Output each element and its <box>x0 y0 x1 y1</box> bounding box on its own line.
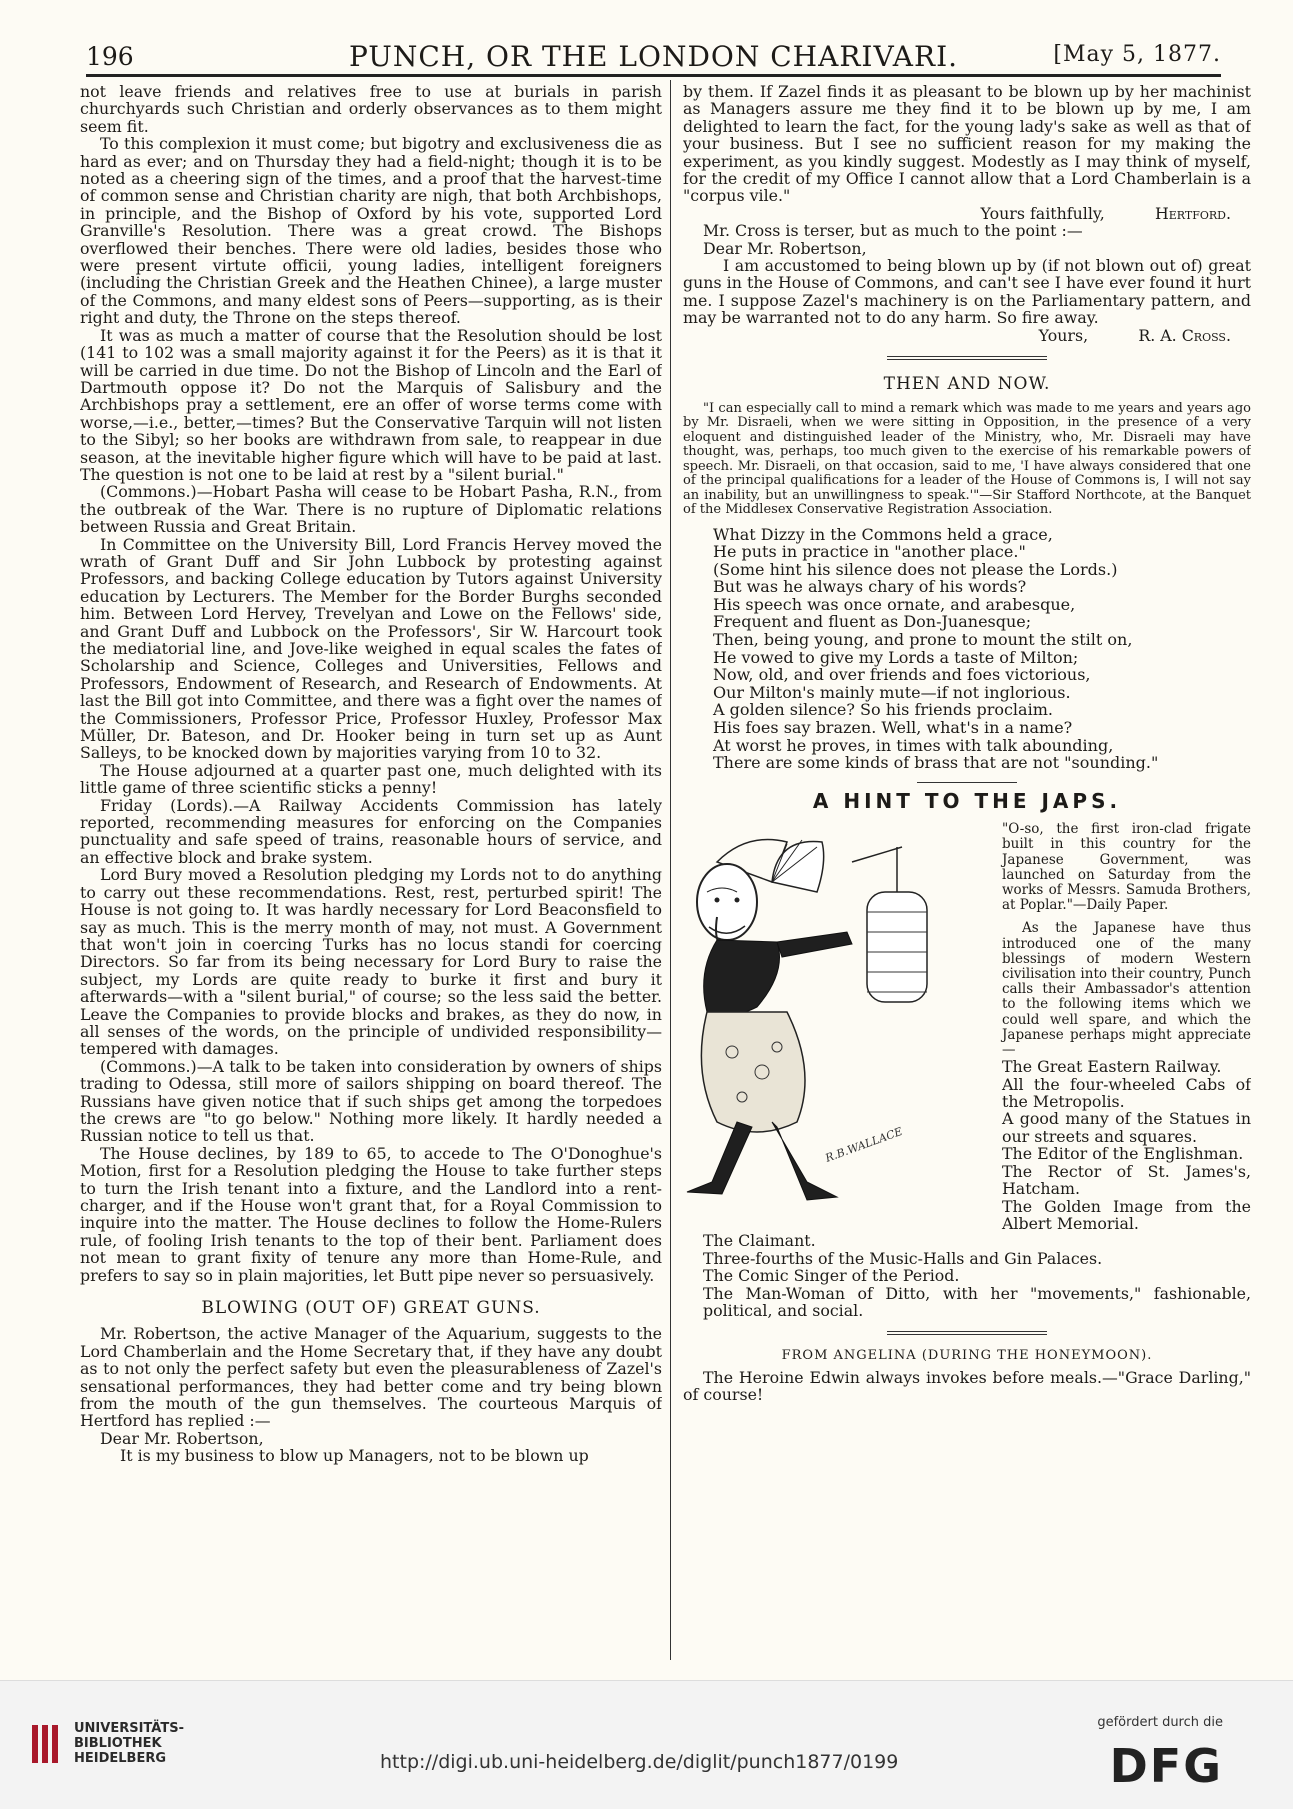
page-header <box>86 38 1221 76</box>
library-logo-icon <box>30 1721 66 1767</box>
signer-name: Hertford. <box>1154 203 1231 223</box>
letter-salutation: Dear Mr. Robertson, <box>703 238 867 258</box>
letter-start: It is my business to blow up Managers, not to be blown up <box>120 1446 589 1466</box>
list-item: Three-fourths of the Music-Halls and Gin Palaces. <box>703 1248 1103 1268</box>
signoff-text: Yours, <box>1038 325 1089 345</box>
then-now-quote: "I can especially call to mind a remark which was made to me years and years ago by Mr. Disraeli, when we were sitting in Opposition, in the presence of a very eloquent and distinguished leader of the Ministry, who, Mr. Disraeli may have thought, was, perhaps, too much given to the exercise of his remarkable powers of speech. Mr. Disraeli, on that occasion, said to me, 'I have always considered that one of the principal qualifications for a leader of the House of Commons is, I will not say an inability, but an unwillingness to speak.'"—Sir Stafford Northcote, at the Banquet of the Middlesex Conservative Registration Association. <box>683 400 1251 517</box>
poem-line: Now, old, and over friends and foes victorious, <box>713 665 1091 685</box>
guns-heading: BLOWING (OUT OF) GREAT GUNS. <box>201 1298 541 1319</box>
poem-line: Then, being young, and prone to mount the stilt on, <box>713 630 1133 650</box>
list-item: The Editor of the Englishman. <box>1002 1144 1244 1164</box>
paragraph: Lord Bury moved a Resolution pledging my Lords not to do anything to carry out these recommendations. Rest, rest, perturbed spirit! The House is not going to. It was hardly necessary for Lord Beaconsfield to say as much. This is the merry month of may, not must. A Government that won't join in coercing Turks has no locus standi for coercing Directors. So far from its being necessary for Lord Bury to raise the subject, my Lords are quite ready to burke it first and bury it afterwards—with a "silent burial," of course; so the less said the better. Leave the Companies to provide blocks and brakes, as they do now, in all senses of the words, on the principle of undivided responsibility—tempered with damages. <box>80 865 662 1059</box>
paragraph: The House declines, by 189 to 65, to accede to The O'Donoghue's Motion, first for a Resolution pledging the House to take further steps to turn the Irish tenant into a fixture, and the Landlord into a rent-charger, and if the House won't grant that, for a Royal Commission to inquire into the matter. The House declines to follow the Home-Rulers rule, of fooling Irish tenants to the top of their bent. Parliament does not mean to grant fixity of tenure any more than Home-Rule, and prefers to say so in plain majorities, let Butt pipe never so persuasively. <box>80 1143 662 1285</box>
poem-line: A golden silence? So his friends proclaim. <box>713 700 1053 720</box>
illustrator-signature: R.B.WALLACE <box>823 1125 905 1166</box>
guns-paragraph: Mr. Robertson, the active Manager of the Aquarium, suggests to the Lord Chamberlain and the Home Secretary that, if they have any doubt as to not only the perfect safety but even the pleasurableness of Zazel's sensational performances, they had better come and try being blown from the mouth of the gun themselves. The courteous Marquis of Hertford has replied :— <box>80 1324 662 1431</box>
poem-line: His foes say brazen. Well, what's in a name? <box>713 718 1073 738</box>
header-rule <box>86 76 1221 77</box>
list-item: The Comic Singer of the Period. <box>703 1266 960 1286</box>
paragraph: The House adjourned at a quarter past one, much delighted with its little game of three scientific sticks a penny! <box>80 760 662 798</box>
list-item: The Man-Woman of Ditto, with her "movements," fashionable, political, and social. <box>703 1283 1251 1320</box>
list-item: The Rector of St. James's, Hatcham. <box>1002 1161 1251 1199</box>
paragraph: (Commons.)—A talk to be taken into consideration by owners of ships trading to Odessa, still more of sailors shipping on board thereof. The Russians have given notice that if such ships get among the torpedoes the crews are "to go below." Nothing more likely. It hardly needed a Russian notice to tell us that. <box>80 1056 662 1146</box>
japs-paragraph: As the Japanese have thus introduced one of the many blessings of modern Western civilisation into their country, Punch calls their Ambassador's attention to the following items which we could well spare, and which the Japanese perhaps might appreciate— <box>1002 920 1251 1059</box>
section-separator <box>887 1331 1047 1335</box>
dfg-logo: DFG <box>1109 1739 1223 1793</box>
column-divider <box>670 80 671 1660</box>
japs-quote: "O-so, the first iron-clad frigate built in this country for the Japanese Government, was launched on Saturday from the works of Messrs. Samuda Brothers, at Poplar."—Daily Paper. <box>1002 821 1251 914</box>
digitisation-footer <box>0 1680 1293 1809</box>
list-item: The Golden Image from the Albert Memorial. <box>1002 1196 1251 1233</box>
letter-continued: by them. If Zazel finds it as pleasant to be blown up by her machinist as Managers assure me they find it to be blown up by me, I am delighted to learn the fact, for the young lady's sake as well as that of your business. But I see no sufficient reason for my making the experiment, as you kindly suggest. Modestly as I may think of myself, for the credit of my Office I cannot allow that a Lord Chamberlain is a "corpus vile." <box>683 83 1251 206</box>
poem-line: He vowed to give my Lords a taste of Milton; <box>713 647 1079 667</box>
signoff <box>683 327 1251 344</box>
funding-label: gefördert durch die <box>1097 1715 1223 1730</box>
library-name: UNIVERSITÄTS- BIBLIOTHEK HEIDELBERG <box>74 1721 184 1766</box>
signer-name: R. A. Cross. <box>1138 325 1231 345</box>
poem-line: Our Milton's mainly mute—if not inglorious. <box>713 682 1071 702</box>
section-separator <box>887 356 1047 360</box>
angelina-heading: FROM ANGELINA (DURING THE HONEYMOON). <box>781 1348 1153 1364</box>
poem-line: Frequent and fluent as Don-Juanesque; <box>713 612 1032 632</box>
list-item: All the four-wheeled Cabs of the Metropolis. <box>1002 1074 1251 1112</box>
poem-line: But was he always chary of his words? <box>713 577 1027 597</box>
paragraph: In Committee on the University Bill, Lord Francis Hervey moved the wrath of Grant Duff and Sir John Lubbock by protesting against Professors, and backing College education by Tutors against University education by Lecturers. The Member for the Border Burghs seconded him. Between Lord Hervey, Trevelyan and Lowe on the Fellows' side, and Grant Duff and Lubbock on the Professors', Sir W. Harcourt took the mediatorial line, and Jove-like weighed in equal scales the fates of Scholarship and Science, Colleges and Universities, Fellows and Professors, Endowment of Research, and Research of Endowments. At last the Bill got into Committee, and there was a fight over the names of the Commissioners, Professor Price, Professor Huxley, Professor Max Müller, Dr. Bateson, and Dr. Hooker being in turn set up as Aunt Salleys, to be knocked down by majorities varying from 10 to 32. <box>80 534 662 763</box>
masthead-title: PUNCH, OR THE LONDON CHARIVARI. <box>348 40 959 73</box>
list-item: The Great Eastern Railway. <box>1002 1057 1222 1077</box>
paragraph: Friday (Lords).—A Railway Accidents Commission has lately reported, recommending measures for enforcing on the Companies punctuality and safe speed of trains, reasonable hours of service, and an effective block and brake system. <box>80 795 662 867</box>
paragraph: It was as much a matter of course that the Resolution should be lost (141 to 102 was a small majority against it for the Peers) as it is that it will be carried in due time. Do not the Bishop of Lincoln and the Earl of Dartmouth oppose it? Do not the Marquis of Salisbury and the Archbishops pray a settlement, ere an offer of worse terms come with worse,—i.e., better,—times? But the Conservative Tarquin will not listen to the Sibyl; so her books are withdrawn from sale, to reappear in due season, at the inevitable higher figure which will have to be paid at last. The question is not one to be laid at rest by a "silent burial." <box>80 325 662 484</box>
right-column <box>683 83 1251 1658</box>
list-item: The Claimant. <box>703 1231 816 1251</box>
paragraph: not leave friends and relatives free to use at burials in parish churchyards such Christian and orderly observances as to them might seem fit. <box>80 83 662 136</box>
poem-line: He puts in practice in "another place." <box>713 542 1026 562</box>
signoff-text: Yours faithfully, <box>980 203 1105 223</box>
paragraph: (Commons.)—Hobart Pasha will cease to be Hobart Pasha, R.N., from the outbreak of the War. There is no rupture of Diplomatic relations between Russia and Great Britain. <box>80 482 662 537</box>
left-column <box>80 83 662 1658</box>
japanese-figure-illustration <box>683 822 992 1222</box>
page-number: 196 <box>86 42 134 71</box>
poem-line: There are some kinds of brass that are not "sounding." <box>713 753 1159 773</box>
poem <box>683 526 1251 772</box>
source-url-link[interactable]: http://digi.ub.uni-heidelberg.de/diglit/punch1877/0199 <box>380 1751 899 1773</box>
poem-line: His speech was once ornate, and arabesque, <box>713 594 1076 614</box>
list-item: A good many of the Statues in our streets and squares. <box>1002 1109 1251 1146</box>
section-separator <box>917 782 1017 783</box>
issue-date: [May 5, 1877. <box>1053 42 1221 67</box>
then-now-heading: THEN AND NOW. <box>883 374 1051 395</box>
cross-letter: I am accustomed to being blown up by (if not blown out of) great guns in the House of Commons, and can't see I have ever found it hurt me. I suppose Zazel's machinery is on the Parliamentary pattern, and may be warranted not to do any harm. So fire away. <box>683 256 1251 328</box>
poem-line: What Dizzy in the Commons held a grace, <box>713 524 1053 544</box>
poem-line: At worst he proves, in times with talk abounding, <box>713 735 1114 755</box>
poem-line: (Some hint his silence does not please the Lords.) <box>713 559 1118 579</box>
signoff <box>683 205 1251 222</box>
cartoon-drawing <box>683 822 992 1222</box>
paragraph: To this complexion it must come; but bigotry and exclusiveness die as hard as ever; and on Thursday they had a field-night; though it is to be noted as a cheering sign of the times, and a proof that the harvest-time of common sense and Christian charity are nigh, that both Archbishops, in principle, and the Bishop of Oxford by his vote, supported Lord Granville's Resolution. There was a great crowd. The Bishops overflowed their benches. There were old ladies, besides those who were present virtute officii, young ladies, intelligent foreigners (including the Christian Greek and the Heathen Chinee), a large muster of the Commons, and many eldest sons of Peers—supporting, as is their right and duty, the Throne on the steps thereof. <box>80 134 662 328</box>
japs-heading: A HINT TO THE JAPS. <box>812 788 1122 813</box>
cross-intro: Mr. Cross is terser, but as much to the point :— <box>703 221 1083 241</box>
angelina-text: The Heroine Edwin always invokes before meals.—"Grace Darling," of course! <box>683 1367 1251 1405</box>
letter-salutation: Dear Mr. Robertson, <box>100 1428 264 1448</box>
